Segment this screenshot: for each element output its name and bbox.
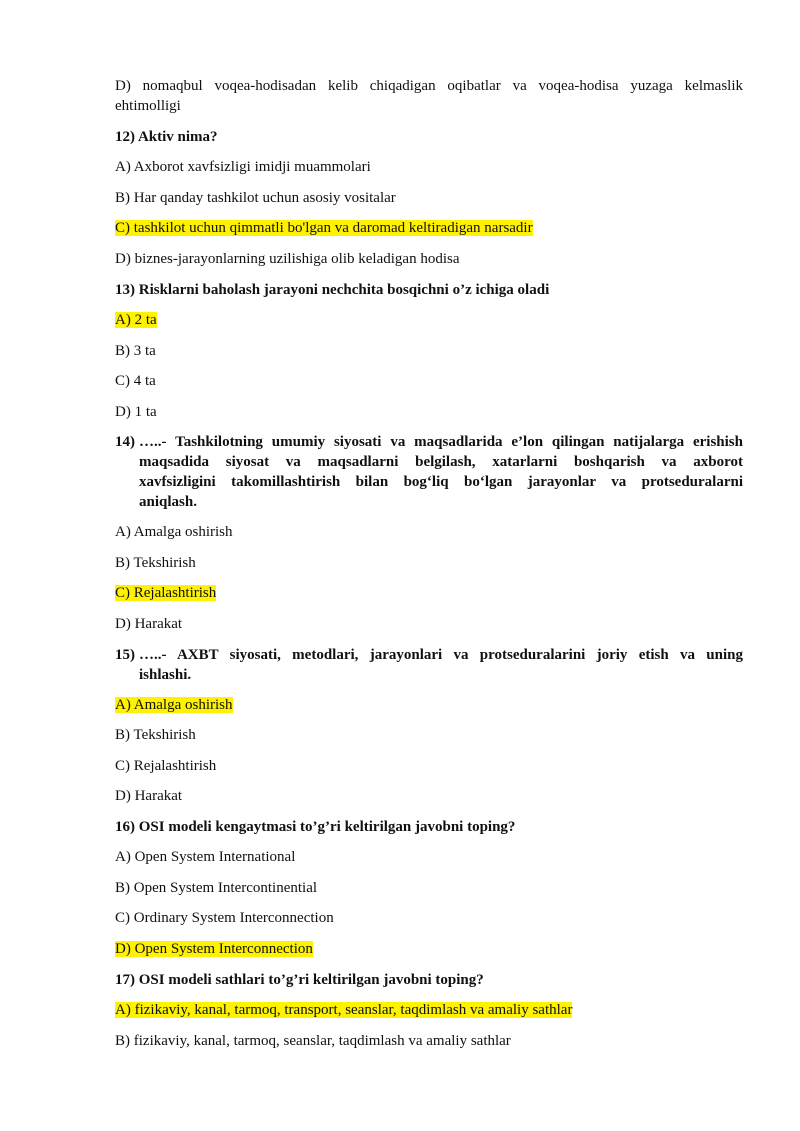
q12-option-b: B) Har qanday tashkilot uchun asosiy vositalar (115, 190, 396, 206)
q14-option-c (115, 583, 743, 603)
question-16 (115, 817, 743, 837)
q14-option-b: B) Tekshirish (115, 555, 196, 571)
q15-option-c: C) Rejalashtirish (115, 758, 217, 774)
highlighted-answer: A) Amalga oshirish (115, 697, 233, 713)
q12-option-c (115, 218, 743, 238)
highlighted-answer: A) fizikaviy, kanal, tarmoq, transport, seanslar, taqdimlash va amaliy sathlar (115, 1002, 573, 1018)
question-text: OSI modeli kengaytmasi to’g’ri keltirilgan javobni toping? (138, 819, 516, 835)
highlighted-answer: C) Rejalashtirish (115, 585, 217, 601)
question-text-line: …..- Tashkilotning umumiy siyosati va maqsadlarida e’lon qilingan natijalarga erishish (139, 434, 743, 450)
question-text-line: aniqlash. (139, 494, 197, 510)
q12-option-d: D) biznes-jarayonlarning uzilishiga olib keladigan hodisa (115, 251, 460, 267)
question-number: 13) (115, 282, 135, 298)
question-text: Risklarni baholash jarayoni nechchita bosqichni o’z ichiga oladi (138, 282, 550, 298)
question-text-line: maqsadida siyosat va maqsadlarni belgilash, xatarlarni boshqarish va axborot (139, 454, 743, 470)
q16-option-a: A) Open System International (115, 849, 296, 865)
q17-option-a (115, 1000, 743, 1020)
question-13 (115, 280, 743, 300)
question-number: 14) (115, 434, 135, 450)
q16-option-b: B) Open System Intercontinential (115, 880, 318, 896)
highlighted-answer: D) Open System Interconnection (115, 941, 313, 957)
question-number: 17) (115, 972, 135, 988)
q14-option-a: A) Amalga oshirish (115, 524, 233, 540)
question-12 (115, 127, 743, 147)
q15-option-a (115, 695, 743, 715)
prev-option-d-line1: D) nomaqbul voqea-hodisadan kelib chiqadigan oqibatlar va voqea-hodisa yuzaga kelmaslik (115, 78, 743, 94)
highlighted-answer: C) tashkilot uchun qimmatli bo'lgan va daromad keltiradigan narsadir (115, 220, 533, 236)
question-14 (115, 432, 743, 512)
question-number: 12) (115, 129, 135, 145)
q16-option-d (115, 939, 743, 959)
question-text (139, 645, 743, 685)
question-text-line: ishlashi. (139, 667, 192, 683)
question-text: Aktiv nima? (137, 129, 218, 145)
q15-option-b: B) Tekshirish (115, 727, 196, 743)
question-17 (115, 970, 743, 990)
question-text-line: …..- AXBT siyosati, metodlari, jarayonlari va protseduralarini joriy etish va uning (139, 647, 743, 663)
q14-option-d: D) Harakat (115, 616, 183, 632)
question-text-line: xavfsizligini takomillashtirish bilan bog‘liq bo‘lgan jarayonlar va protseduralarni (139, 474, 743, 490)
q17-option-b: B) fizikaviy, kanal, tarmoq, seanslar, taqdimlash va amaliy sathlar (115, 1033, 511, 1049)
highlighted-answer: A) 2 ta (115, 312, 157, 328)
q13-option-a (115, 310, 743, 330)
q13-option-b: B) 3 ta (115, 343, 156, 359)
prev-option-d-line2: ehtimolligi (115, 98, 181, 114)
question-text: OSI modeli sathlari to’g’ri keltirilgan javobni toping? (138, 972, 484, 988)
q13-option-d: D) 1 ta (115, 404, 157, 420)
q16-option-c: C) Ordinary System Interconnection (115, 910, 334, 926)
q12-option-a: A) Axborot xavfsizligi imidji muammolari (115, 159, 371, 175)
q13-option-c: C) 4 ta (115, 373, 156, 389)
q15-option-d: D) Harakat (115, 788, 183, 804)
question-text (139, 432, 743, 512)
question-number: 15) (115, 647, 135, 663)
question-number: 16) (115, 819, 135, 835)
question-15 (115, 645, 743, 685)
